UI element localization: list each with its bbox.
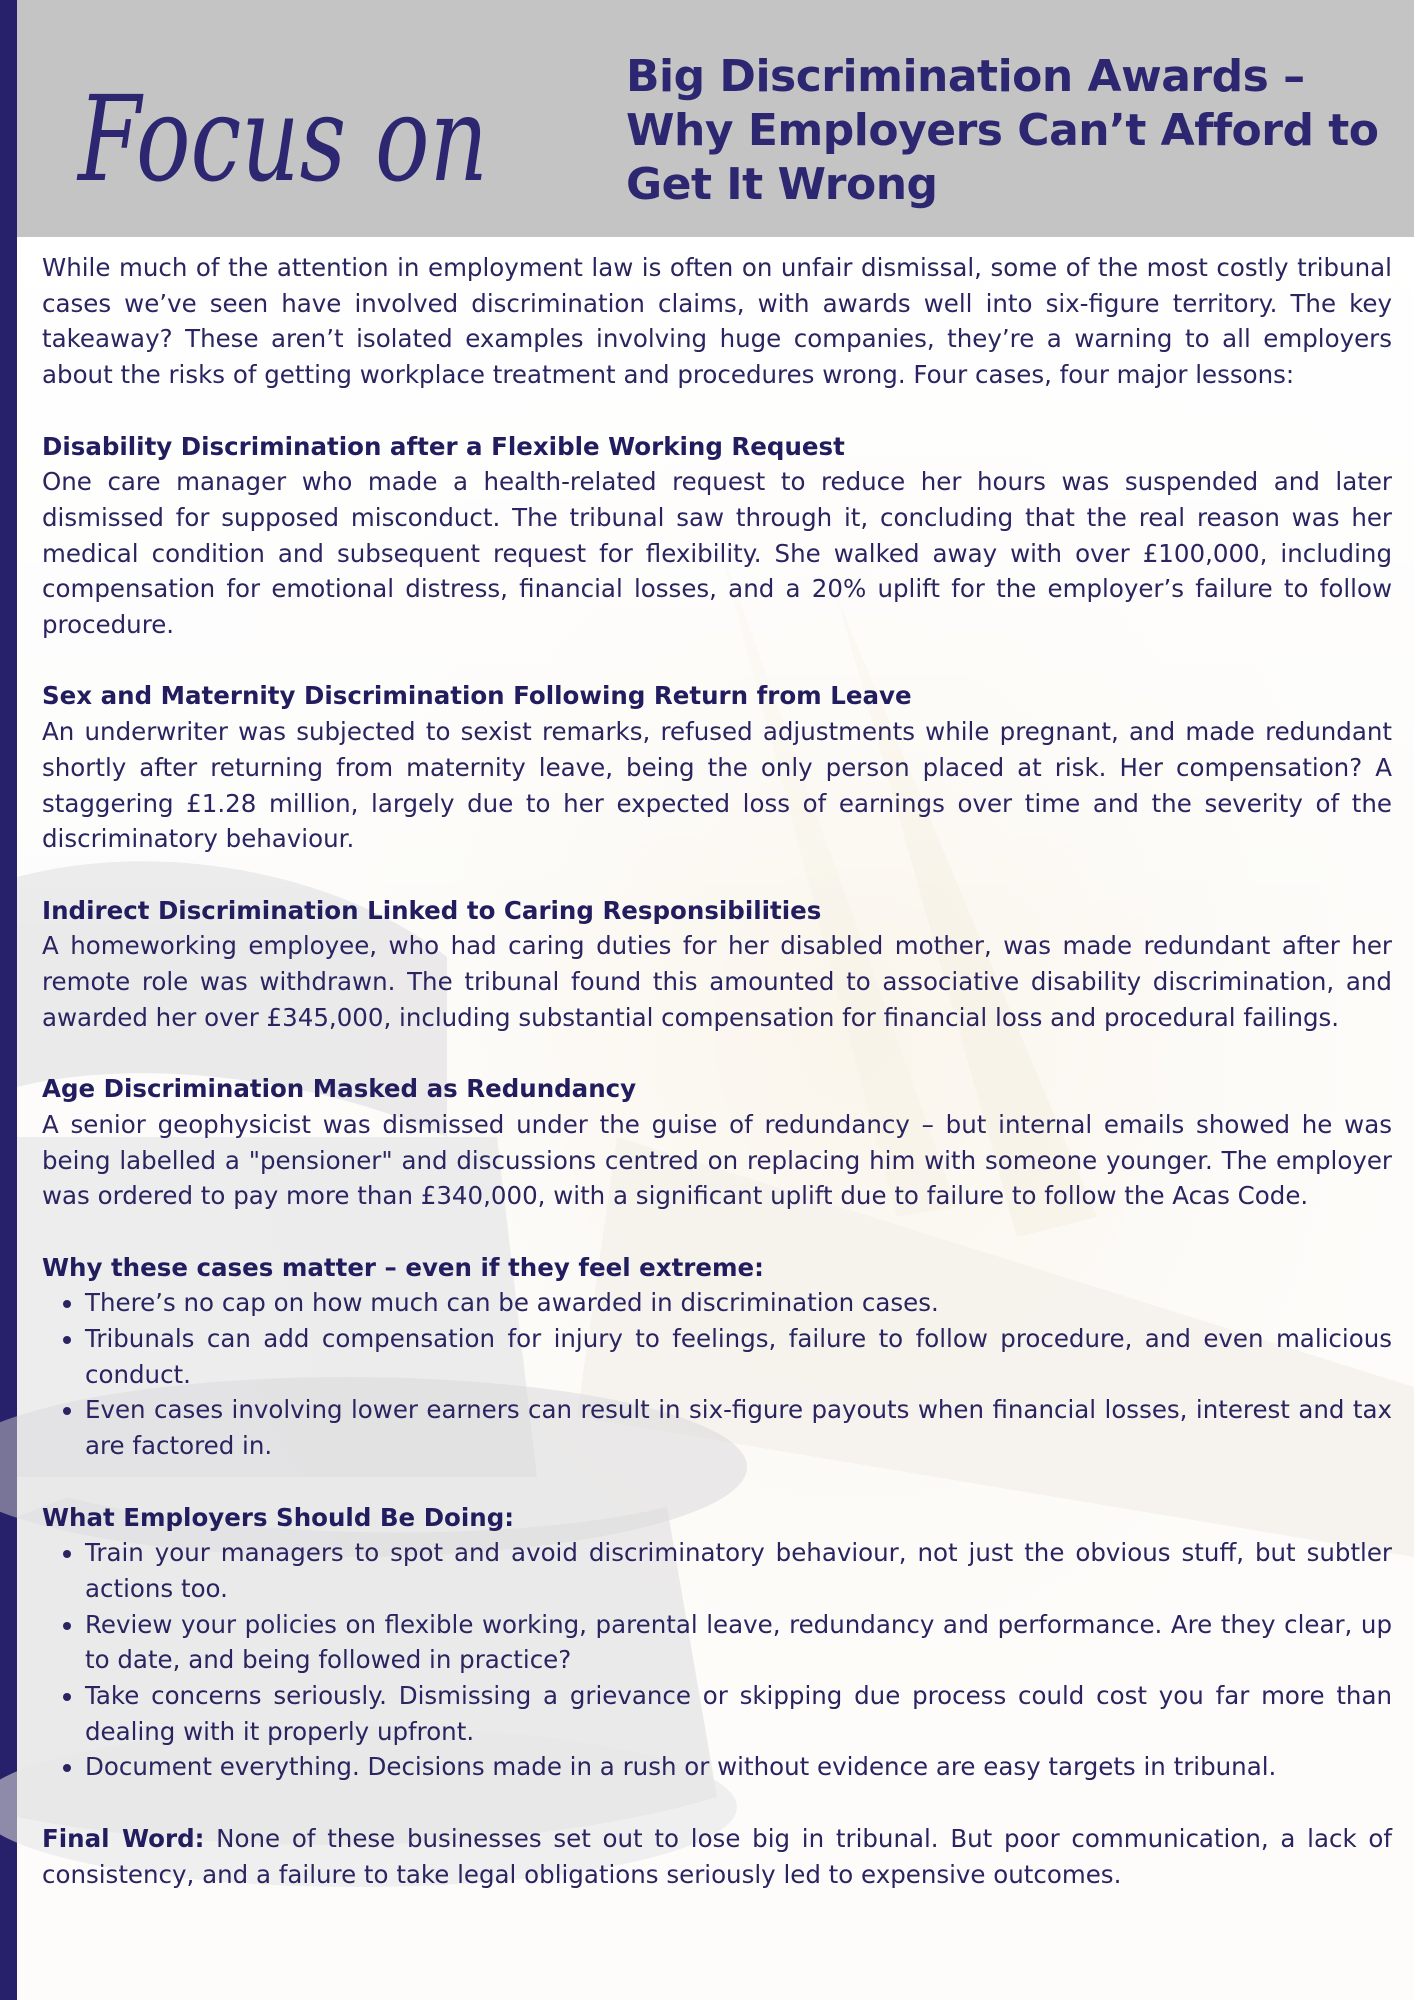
final-word-paragraph	[42, 1821, 1392, 1892]
focus-on-script-heading	[72, 30, 512, 240]
case-body: One care manager who made a health-related request to reduce her hours was suspended and later dismissed for supposed misconduct. The tribunal saw through it, concluding that the real reason was her medical condition and subsequent request for flexibility. She walked away with over £100,000, including compensation for emotional distress, financial losses, and a 20% uplift for the employer’s failure to follow procedure.	[42, 467, 1392, 640]
why-cases-matter-section	[42, 1250, 1392, 1464]
page-header	[17, 0, 1414, 237]
final-word-text: None of these businesses set out to lose big in tribunal. But poor communication, a lack of consistency, and a failure to take legal obligations seriously led to expensive outcomes.	[42, 1823, 1392, 1889]
case-body: A senior geophysicist was dismissed under the guise of redundancy – but internal emails showed he was being labelled a "pensioner" and discussions centred on replacing him with someone younger. The employer was ordered to pay more than £340,000, with a significant uplift due to failure to follow the Acas Code.	[42, 1109, 1392, 1211]
case-heading: Indirect Discrimination Linked to Caring Responsibilities	[42, 895, 822, 925]
case-heading: Age Discrimination Masked as Redundancy	[42, 1074, 637, 1104]
why-cases-matter-heading: Why these cases matter – even if they feel extreme:	[42, 1252, 764, 1282]
side-accent-bar	[0, 0, 17, 2000]
focus-on-script-text: Focus on	[76, 70, 489, 208]
intro-paragraph: While much of the attention in employment law is often on unfair dismissal, some of the most costly tribunal cases we’ve seen have involved discrimination claims, with awards well into six-figure territory. The key takeaway? These aren’t isolated examples involving huge companies, they’re a warning to all employers about the risks of getting workplace treatment and procedures wrong. Four cases, four major lessons:	[42, 253, 1392, 390]
case-section	[42, 893, 1392, 1036]
page-title	[626, 50, 1416, 212]
list-item: • Review your policies on flexible working, parental leave, redundancy and performance. Are they clear, up to date, and being followed in practice?	[85, 1607, 1392, 1678]
case-section	[42, 1071, 1392, 1214]
why-cases-matter-list	[42, 1285, 1392, 1464]
case-section	[42, 678, 1392, 857]
list-item: • There’s no cap on how much can be awarded in discrimination cases.	[85, 1285, 1392, 1321]
page-title-line: Big Discrimination Awards –	[626, 51, 1305, 102]
page-title-line: Why Employers Can’t Afford to	[626, 105, 1379, 156]
list-item: • Document everything. Decisions made in a rush or without evidence are easy targets in tribunal.	[85, 1749, 1392, 1785]
final-word-section	[42, 1821, 1392, 1892]
case-heading: Disability Discrimination after a Flexible Working Request	[42, 431, 845, 461]
list-item: • Tribunals can add compensation for injury to feelings, failure to follow procedure, and even malicious conduct.	[85, 1321, 1392, 1392]
employers-should-section	[42, 1500, 1392, 1786]
final-word-label: Final Word:	[42, 1823, 205, 1853]
case-heading: Sex and Maternity Discrimination Following Return from Leave	[42, 681, 912, 711]
list-item: • Train your managers to spot and avoid discriminatory behaviour, not just the obvious stuff, but subtler actions too.	[85, 1535, 1392, 1606]
list-item: • Even cases involving lower earners can result in six-figure payouts when financial losses, interest and tax are factored in.	[85, 1392, 1392, 1463]
employers-should-heading: What Employers Should Be Doing:	[42, 1502, 515, 1532]
case-section	[42, 429, 1392, 643]
case-body: A homeworking employee, who had caring duties for her disabled mother, was made redundant after her remote role was withdrawn. The tribunal found this amounted to associative disability discrimination, and awarded her over £345,000, including substantial compensation for financial loss and procedural failings.	[42, 931, 1392, 1032]
article-body	[42, 250, 1392, 1892]
employers-should-list	[42, 1535, 1392, 1785]
page-title-line: Get It Wrong	[626, 159, 938, 210]
case-body: An underwriter was subjected to sexist remarks, refused adjustments while pregnant, and made redundant shortly after returning from maternity leave, being the only person placed at risk. Her compensation? A staggering £1.28 million, largely due to her expected loss of earnings over time and the severity of the discriminatory behaviour.	[42, 717, 1392, 854]
list-item: • Take concerns seriously. Dismissing a grievance or skipping due process could cost you far more than dealing with it properly upfront.	[85, 1678, 1392, 1749]
